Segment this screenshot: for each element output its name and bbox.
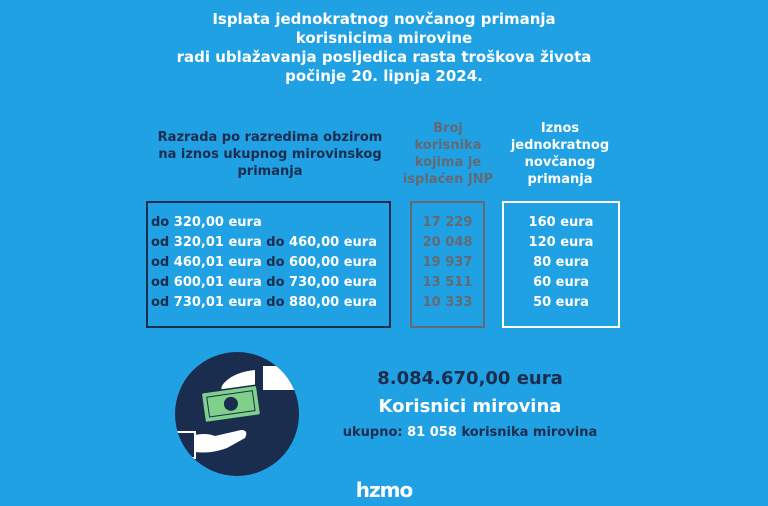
count-list xyxy=(410,213,485,313)
hzmo-logo: hzmo xyxy=(355,478,413,502)
amount-header-line: novčanog xyxy=(524,155,596,170)
range-to-prefix: do xyxy=(266,235,285,250)
range-header-line: na iznos ukupnog mirovinskog xyxy=(158,147,382,162)
range-prefix: od xyxy=(151,295,170,310)
amount-list xyxy=(502,213,620,313)
total-count-line xyxy=(300,425,640,440)
range-header-line: Razrada po razredima obzirom xyxy=(157,130,383,145)
count-column-header xyxy=(392,120,504,188)
range-from-value: 320,01 eura xyxy=(173,235,262,250)
count-header-line: isplaćen JNP xyxy=(402,172,494,187)
range-to-prefix: do xyxy=(266,255,285,270)
title-line-1: Isplata jednokratnog novčanog primanja xyxy=(212,10,556,28)
range-row xyxy=(151,233,377,253)
total-amount: 8.084.670,00 eura xyxy=(377,368,563,389)
range-prefix: od xyxy=(151,255,170,270)
summary-label: Korisnici mirovina xyxy=(378,396,562,417)
count-value: 10 333 xyxy=(422,295,473,310)
amount-header-line: primanja xyxy=(527,172,593,187)
range-from-value: 730,01 eura xyxy=(173,295,262,310)
money-handover-icon xyxy=(175,352,299,476)
amount-value: 160 eura xyxy=(528,215,594,230)
count-value: 19 937 xyxy=(422,255,473,270)
range-row xyxy=(151,293,377,313)
range-to-value: 600,00 eura xyxy=(289,255,377,270)
amount-value: 80 eura xyxy=(533,255,589,270)
count-suffix: korisnika mirovina xyxy=(461,425,598,440)
range-prefix: od xyxy=(151,275,170,290)
count-value: 17 229 xyxy=(422,215,473,230)
range-to-prefix: do xyxy=(266,295,285,310)
amount-value: 50 eura xyxy=(533,295,589,310)
range-list xyxy=(151,213,377,313)
count-value: 13 511 xyxy=(422,275,473,290)
amount-header-line: Iznos xyxy=(540,121,580,136)
range-column-header xyxy=(140,129,400,180)
amount-value: 60 eura xyxy=(533,275,589,290)
title-line-4: počinje 20. lipnja 2024. xyxy=(285,67,483,85)
amount-header-line: jednokratnog xyxy=(510,138,610,153)
range-to-value: 880,00 eura xyxy=(289,295,377,310)
count-header-line: Broj xyxy=(433,121,463,136)
range-header-line: primanja xyxy=(237,164,303,179)
amount-column-header xyxy=(500,120,620,188)
count-value: 20 048 xyxy=(422,235,473,250)
title-line-2: korisnicima mirovine xyxy=(295,29,473,47)
range-prefix: od xyxy=(151,235,170,250)
amount-value: 120 eura xyxy=(528,235,594,250)
count-header-line: korisnika xyxy=(414,138,482,153)
range-from-value: 600,01 eura xyxy=(173,275,262,290)
title-line-3: radi ublažavanja posljedica rasta troškova života xyxy=(176,48,592,66)
count-value: 81 058 xyxy=(407,425,457,440)
range-row xyxy=(151,213,377,233)
count-header-line: kojima je xyxy=(414,155,482,170)
count-prefix: ukupno: xyxy=(342,425,403,440)
range-row xyxy=(151,273,377,293)
range-row xyxy=(151,253,377,273)
range-to-value: 460,00 eura xyxy=(289,235,377,250)
range-to-prefix: do xyxy=(266,275,285,290)
range-to-value: 730,00 eura xyxy=(289,275,377,290)
range-prefix: do xyxy=(151,215,170,230)
page-title xyxy=(0,10,768,86)
range-from-value: 320,00 eura xyxy=(173,215,262,230)
range-from-value: 460,01 eura xyxy=(173,255,262,270)
